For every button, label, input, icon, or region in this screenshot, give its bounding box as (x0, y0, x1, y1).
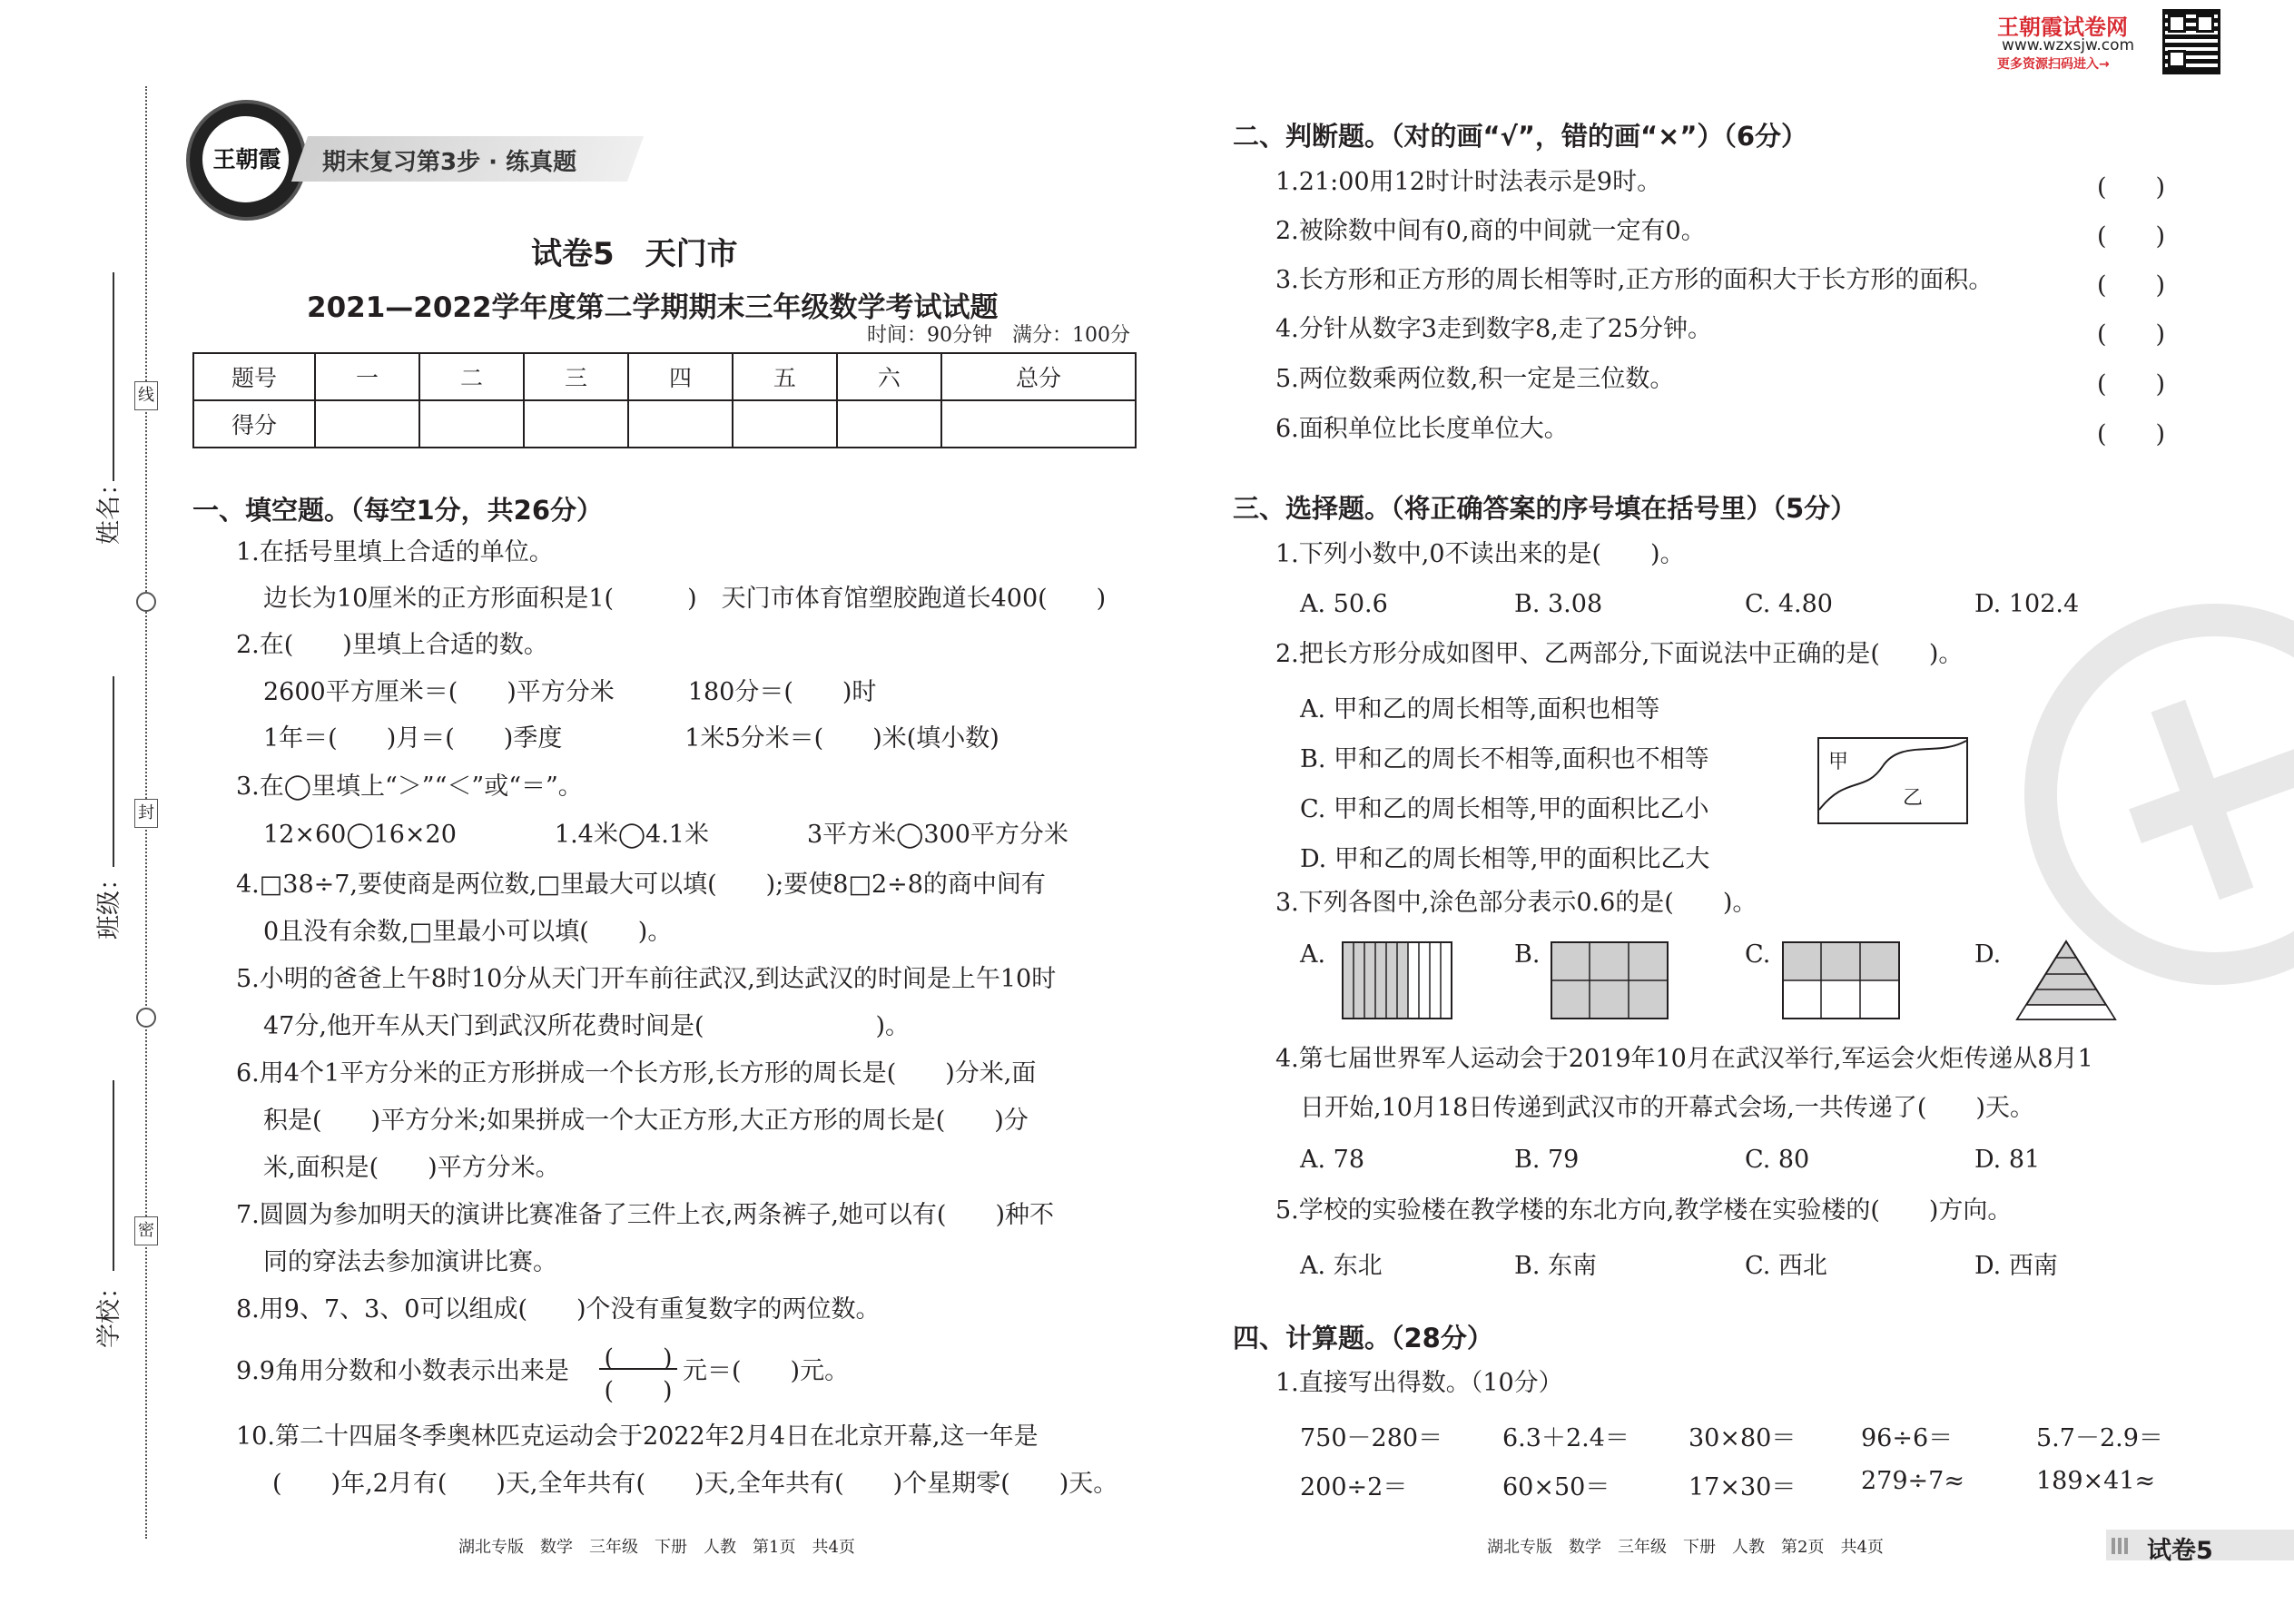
seal-char-mi: 密 (134, 1216, 158, 1245)
choice-option: A. 78 (1300, 1146, 1365, 1174)
score-table (192, 352, 1137, 448)
choice-option: B. 东南 (1514, 1252, 1598, 1280)
answer-paren[interactable]: ( ) (2097, 320, 2166, 349)
score-table-score-row (193, 400, 1136, 448)
figure-option-label: D. (1974, 940, 2002, 969)
calc-item: 30×80＝ (1689, 1424, 1797, 1452)
choice-question: 3.下列各图中,涂色部分表示0.6的是( )。 (1275, 889, 1757, 917)
choice-question: 5.学校的实验楼在教学楼的东北方向,教学楼在实验楼的( )方向。 (1275, 1196, 2013, 1225)
site-note: 更多资源扫码进入→ (1997, 57, 2110, 72)
site-url: www.wzxsjw.com (2002, 36, 2135, 54)
figure-d-triangle (2015, 940, 2117, 1021)
section1-title: 一、填空题。（每空1分，共26分） (192, 495, 604, 526)
choice-option: B. 79 (1514, 1146, 1580, 1174)
question-line: 1年＝( )月＝( )季度 1米5分米＝( )米(填小数) (263, 724, 999, 753)
choice-option: A. 50.6 (1300, 590, 1388, 618)
score-header-cell: 五 (733, 353, 837, 400)
question-line: 6.用4个1平方分米的正方形拼成一个长方形,长方形的周长是( )分米,面 (236, 1059, 1037, 1088)
choice-question: 1.下列小数中,0不读出来的是( )。 (1275, 540, 1685, 568)
judge-item: 2.被除数中间有0,商的中间就一定有0。 (1275, 217, 1706, 245)
figure-option-label: C. (1745, 940, 1771, 969)
qr-code-icon[interactable] (2162, 9, 2220, 74)
figure-a-strips (1342, 941, 1452, 1019)
question-line: 8.用9、7、3、0可以组成( )个没有重复数字的两位数。 (236, 1295, 881, 1324)
choice-option: D. 西南 (1974, 1252, 2058, 1280)
class-underline (113, 676, 114, 867)
score-input-cell[interactable] (315, 400, 419, 448)
figure-c-grid (1782, 941, 1900, 1019)
calc-item: 60×50＝ (1502, 1473, 1610, 1501)
footer-dots-icon (2112, 1538, 2128, 1554)
paper-meta: 时间：90分钟 满分：100分 (867, 324, 1130, 347)
section3-title: 三、选择题。（将正确答案的序号填在括号里）（5分） (1233, 493, 1857, 524)
name-label: 姓名： (95, 471, 123, 545)
choice-option: C. 4.80 (1745, 590, 1833, 618)
score-header-cell: 四 (628, 353, 733, 400)
footer-left: 湖北专版 数学 三年级 下册 人教 第1页 共4页 (458, 1538, 855, 1557)
seal-dot-icon (136, 592, 156, 612)
question-line: 12×60◯16×20 1.4米◯4.1米 3平方米◯300平方分米 (263, 821, 1068, 849)
section2-title: 二、判断题。（对的画“√”，错的画“×”）（6分） (1233, 121, 1808, 152)
calc-item: 279÷7≈ (1861, 1467, 1964, 1495)
question-line: 元＝( )元。 (683, 1357, 850, 1385)
brand-logo (186, 100, 307, 221)
question-line: 2.在( )里填上合适的数。 (236, 631, 548, 659)
answer-paren[interactable]: ( ) (2097, 271, 2166, 300)
fig-label-yi: 乙 (1903, 787, 1924, 810)
fraction-bar (599, 1368, 677, 1370)
question-line: 4.□38÷7,要使商是两位数,□里最大可以填( );要使8□2÷8的商中间有 (236, 871, 1046, 899)
question-line: 3.在◯里填上“＞”“＜”或“＝”。 (236, 773, 583, 801)
section4-title: 四、计算题。（28分） (1233, 1323, 1493, 1353)
school-underline (113, 1080, 114, 1271)
judge-item: 3.长方形和正方形的周长相等时,正方形的面积大于长方形的面积。 (1275, 266, 1994, 294)
answer-paren[interactable]: ( ) (2097, 420, 2166, 448)
seal-char-xian: 线 (134, 381, 158, 410)
score-input-cell[interactable] (941, 400, 1136, 448)
choice-option: A. 东北 (1300, 1252, 1383, 1280)
score-input-cell[interactable] (419, 400, 524, 448)
judge-item: 1.21:00用12时计时法表示是9时。 (1275, 168, 1662, 196)
score-input-cell[interactable] (837, 400, 941, 448)
watermark-seal-icon (2024, 604, 2294, 985)
question-line: ( )年,2月有( )天,全年共有( )天,全年共有( )个星期零( )天。 (272, 1470, 1118, 1498)
choice-question: 日开始,10月18日传递到武汉市的开幕式会场,一共传递了( )天。 (1300, 1094, 2034, 1122)
score-row-label: 得分 (193, 400, 315, 448)
judge-item: 6.面积单位比长度单位大。 (1275, 415, 1569, 443)
answer-paren[interactable]: ( ) (2097, 222, 2166, 251)
figure-option-label: A. (1300, 940, 1326, 969)
question-line: 米,面积是( )平方分米。 (263, 1154, 560, 1182)
calc-item: 96÷6＝ (1861, 1424, 1954, 1452)
choice-option: D. 甲和乙的周长相等,甲的面积比乙大 (1300, 845, 1710, 873)
question-line: 10.第二十四届冬季奥林匹克运动会于2022年2月4日在北京开幕,这一年是 (236, 1422, 1039, 1451)
choice-question: 2.把长方形分成如图甲、乙两部分,下面说法中正确的是( )。 (1275, 640, 1964, 668)
question-line: 47分,他开车从天门到武汉所花费时间是( )。 (263, 1012, 911, 1040)
site-name: 王朝霞试卷网 (1997, 15, 2128, 40)
score-header-cell: 总分 (941, 353, 1136, 400)
fig-label-jia: 甲 (1828, 751, 1849, 773)
question-line: 0且没有余数,□里最小可以填( )。 (263, 918, 673, 946)
question-line: 1.在括号里填上合适的单位。 (236, 538, 554, 566)
seal-dot-icon (136, 1008, 156, 1028)
score-input-cell[interactable] (524, 400, 628, 448)
question-line: 9.9角用分数和小数表示出来是 (236, 1357, 569, 1385)
choice-option: B. 3.08 (1514, 590, 1603, 618)
calc-item: 200÷2＝ (1300, 1473, 1408, 1501)
question-line: 5.小明的爸爸上午8时10分从天门开车前往武汉,到达武汉的时间是上午10时 (236, 965, 1057, 993)
score-table-header-row (193, 353, 1136, 400)
fraction-denominator: ( ) (604, 1377, 673, 1405)
seal-char-feng: 封 (134, 799, 158, 828)
score-header-cell: 六 (837, 353, 941, 400)
question-line: 边长为10厘米的正方形面积是1( ) 天门市体育馆塑胶跑道长400( ) (263, 585, 1107, 613)
score-input-cell[interactable] (628, 400, 733, 448)
name-underline (113, 272, 114, 481)
banner-text: 期末复习第3步 · 练真题 (322, 149, 577, 176)
choice-option: A. 甲和乙的周长相等,面积也相等 (1300, 695, 1660, 723)
score-header-cell: 题号 (193, 353, 315, 400)
calc-item: 189×41≈ (2036, 1467, 2156, 1495)
calc-question: 1.直接写出得数。（10分） (1275, 1369, 1563, 1397)
calc-item: 5.7－2.9＝ (2036, 1424, 2163, 1452)
score-header-cell: 二 (419, 353, 524, 400)
footer-right: 湖北专版 数学 三年级 下册 人教 第2页 共4页 (1487, 1538, 1884, 1557)
paper-title: 试卷5 天门市 (531, 236, 738, 272)
judge-item: 5.两位数乘两位数,积一定是三位数。 (1275, 365, 1675, 393)
choice-option: C. 80 (1745, 1146, 1810, 1174)
question-line: 2600平方厘米＝( )平方分米 180分＝( )时 (263, 678, 877, 706)
calc-item: 750－280＝ (1300, 1424, 1443, 1452)
question-line: 积是( )平方分米;如果拼成一个大正方形,大正方形的周长是( )分 (263, 1107, 1029, 1135)
score-header-cell: 三 (524, 353, 628, 400)
choice-option: C. 西北 (1745, 1252, 1827, 1280)
rect-split-figure (1817, 737, 1968, 824)
school-label: 学校： (95, 1275, 123, 1348)
choice-option: C. 甲和乙的周长相等,甲的面积比乙小 (1300, 795, 1709, 823)
question-line: 7.圆圆为参加明天的演讲比赛准备了三件上衣,两条裤子,她可以有( )种不 (236, 1201, 1054, 1229)
answer-paren[interactable]: ( ) (2097, 173, 2166, 202)
question-line: 同的穿法去参加演讲比赛。 (263, 1248, 557, 1276)
paper-subtitle: 2021—2022学年度第二学期期末三年级数学考试试题 (307, 291, 999, 324)
choice-option: B. 甲和乙的周长不相等,面积也不相等 (1300, 745, 1709, 773)
score-input-cell[interactable] (733, 400, 837, 448)
class-label: 班级： (95, 866, 123, 940)
answer-paren[interactable]: ( ) (2097, 370, 2166, 399)
choice-option: D. 102.4 (1974, 590, 2080, 618)
footer-tag: 试卷5 (2147, 1537, 2213, 1565)
judge-item: 4.分针从数字3走到数字8,走了25分钟。 (1275, 315, 1713, 343)
choice-question: 4.第七届世界军人运动会于2019年10月在武汉举行,军运会火炬传递从8月1 (1275, 1045, 2093, 1073)
figure-option-label: B. (1514, 940, 1541, 969)
choice-option: D. 81 (1974, 1146, 2041, 1174)
fraction-numerator: ( ) (604, 1344, 673, 1373)
calc-item: 17×30＝ (1689, 1473, 1797, 1501)
figure-b-grid (1551, 941, 1669, 1019)
calc-item: 6.3＋2.4＝ (1502, 1424, 1629, 1452)
score-header-cell: 一 (315, 353, 419, 400)
brand-name: 王朝霞 (212, 146, 281, 172)
